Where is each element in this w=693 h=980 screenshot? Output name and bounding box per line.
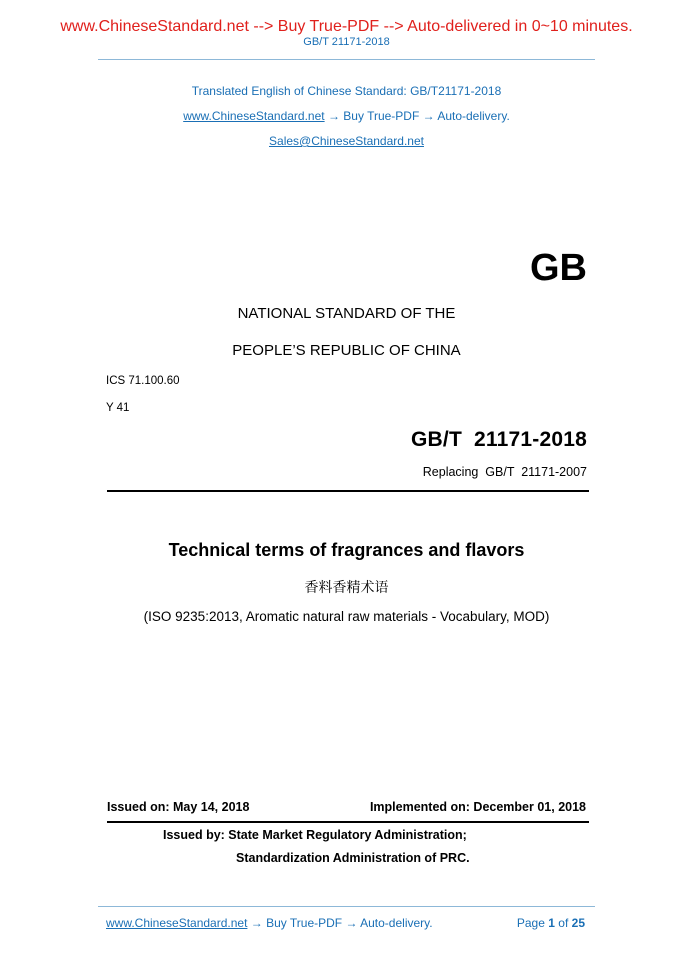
document-title-chinese: 香料香精术语 bbox=[304, 580, 389, 596]
email-line bbox=[0, 134, 693, 148]
page-total: 25 bbox=[571, 916, 585, 930]
page-label: Page bbox=[516, 916, 545, 930]
page-number: 1 bbox=[548, 916, 555, 930]
header-divider bbox=[98, 59, 595, 60]
document-title: Technical terms of fragrances and flavors bbox=[168, 540, 525, 560]
footer-divider bbox=[98, 906, 595, 907]
gb-mark: GB bbox=[530, 247, 587, 289]
page-indicator bbox=[517, 916, 585, 930]
standard-number: GB/T 21171-2018 bbox=[411, 428, 587, 451]
footer-purchase-line bbox=[106, 916, 433, 930]
national-standard-line2: PEOPLE’S REPUBLIC OF CHINA bbox=[232, 342, 461, 359]
translation-note: Translated English of Chinese Standard: GB/T21171-2018 bbox=[191, 84, 502, 98]
purchase-line bbox=[0, 109, 693, 123]
purchase-steps: → Buy True-PDF → Auto-delivery. bbox=[327, 109, 510, 123]
replacing-note: Replacing GB/T 21171-2007 bbox=[422, 465, 587, 479]
classification-code: Y 41 bbox=[106, 402, 130, 414]
page-of-label: of bbox=[558, 916, 569, 930]
title-divider bbox=[107, 490, 589, 492]
sales-email-link[interactable]: Sales@ChineseStandard.net bbox=[269, 134, 424, 148]
issuer-line1: Issued by: State Market Regulatory Administration; bbox=[163, 828, 467, 842]
implemented-date: Implemented on: December 01, 2018 bbox=[369, 800, 586, 814]
issued-date: Issued on: May 14, 2018 bbox=[107, 800, 250, 814]
header-standard-code: GB/T 21171-2018 bbox=[303, 36, 390, 48]
site-link[interactable]: www.ChineseStandard.net bbox=[183, 109, 325, 123]
ics-code: ICS 71.100.60 bbox=[106, 375, 180, 387]
iso-reference: (ISO 9235:2013, Aromatic natural raw materials - Vocabulary, MOD) bbox=[143, 609, 550, 624]
footer-site-link[interactable]: www.ChineseStandard.net bbox=[106, 916, 248, 930]
promo-banner: www.ChineseStandard.net --> Buy True-PDF --> Auto-delivered in 0~10 minutes. bbox=[60, 18, 633, 35]
issue-divider bbox=[107, 821, 589, 823]
issuer-line2: Standardization Administration of PRC. bbox=[236, 851, 470, 865]
footer-purchase-steps: → Buy True-PDF → Auto-delivery. bbox=[250, 916, 433, 930]
national-standard-line1: NATIONAL STANDARD OF THE bbox=[237, 305, 456, 322]
